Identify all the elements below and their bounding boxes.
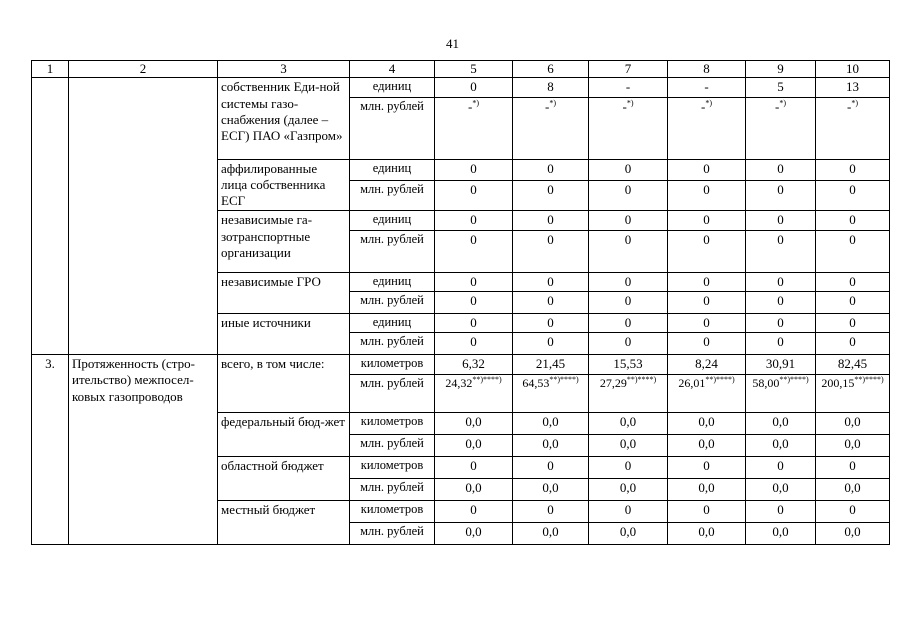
value-text: 0,0	[772, 414, 789, 429]
value-text: 0	[703, 502, 710, 517]
value-text: 0	[849, 292, 856, 308]
header-cell: 9	[746, 61, 816, 78]
unit-cell: единиц	[350, 313, 435, 332]
value-cell	[816, 523, 890, 545]
unit-cell: млн. рублей	[350, 523, 435, 545]
value-text: 0	[470, 231, 477, 247]
value-cell	[816, 355, 890, 375]
value-text: -	[846, 98, 852, 114]
value-text: 0	[624, 458, 632, 473]
value-cell	[435, 291, 513, 313]
unit-cell: единиц	[350, 272, 435, 291]
value-cell	[746, 413, 816, 435]
value-text: 58,00	[752, 376, 780, 390]
value-text: 0	[777, 502, 784, 517]
value-text: 0	[703, 314, 710, 330]
value-text: 64,53	[522, 376, 550, 390]
value-cell	[816, 435, 890, 457]
value-text: 5	[777, 79, 784, 95]
value-text: 0	[470, 292, 477, 308]
source-label: независимые га-зотранспортные организации	[218, 211, 350, 272]
value-cell	[589, 211, 668, 230]
value-cell	[668, 230, 746, 272]
value-text: 200,15	[821, 376, 855, 390]
footnote-marker: **)****)	[549, 375, 579, 384]
value-cell	[668, 435, 746, 457]
value-cell	[513, 457, 589, 479]
value-text: 0	[849, 181, 856, 197]
value-cell	[589, 355, 668, 375]
value-cell	[513, 313, 589, 332]
header-row	[32, 61, 890, 78]
value-text: 0	[470, 160, 477, 176]
value-cell	[435, 501, 513, 523]
value-text: 0,0	[542, 436, 559, 451]
value-text: 0	[470, 458, 477, 473]
source-label: независимые ГРО	[218, 272, 350, 313]
value-text: 0	[777, 458, 784, 473]
value-cell	[435, 272, 513, 291]
value-text: 0	[547, 314, 554, 330]
group-label: всего, в том числе:	[218, 355, 350, 413]
value-cell	[513, 523, 589, 545]
footnote-marker: *)	[851, 98, 858, 108]
value-cell	[668, 180, 746, 211]
value-text: 0	[624, 273, 632, 289]
value-text: 0,0	[542, 414, 559, 429]
value-text: 0	[703, 212, 710, 228]
value-cell	[816, 291, 890, 313]
footnote-marker: **)****)	[705, 375, 735, 384]
value-text: 0,0	[844, 414, 861, 429]
value-cell	[668, 375, 746, 413]
footnote-marker: *)	[472, 98, 479, 108]
value-text: 0,0	[465, 524, 482, 539]
value-text: 0	[470, 181, 477, 197]
value-cell	[746, 355, 816, 375]
data-table	[31, 60, 890, 545]
value-text: 0	[849, 334, 856, 349]
value-cell	[816, 211, 890, 230]
footnote-marker: *)	[705, 98, 712, 108]
value-text: 0	[777, 212, 784, 228]
value-cell	[589, 272, 668, 291]
value-cell	[746, 211, 816, 230]
value-text: 0,0	[465, 480, 482, 495]
footnote-marker: *)	[549, 98, 556, 108]
value-cell	[816, 272, 890, 291]
value-text: 0	[777, 273, 784, 289]
value-text: 21,45	[535, 356, 566, 371]
value-text: 0	[624, 181, 632, 197]
value-text: 0	[777, 160, 784, 176]
unit-cell: единиц	[350, 159, 435, 180]
value-text: 0	[849, 212, 856, 228]
value-text: 0	[624, 502, 632, 517]
value-text: 0,0	[844, 480, 861, 495]
unit-cell: млн. рублей	[350, 291, 435, 313]
value-text: 8	[547, 79, 554, 95]
value-text: 0	[547, 458, 554, 473]
value-cell	[435, 230, 513, 272]
value-cell	[435, 375, 513, 413]
value-cell	[513, 435, 589, 457]
footnote-marker: **)****)	[626, 375, 657, 384]
unit-cell: единиц	[350, 78, 435, 97]
value-cell	[513, 501, 589, 523]
value-text: 0	[624, 212, 632, 228]
value-cell	[589, 97, 668, 159]
value-text: 0	[849, 502, 856, 517]
value-text: 0,0	[698, 524, 715, 539]
section-title: Протяженность (стро-ительство) межпосел-ковых газопроводов	[69, 355, 218, 545]
value-text: 0	[547, 212, 554, 228]
value-text: 8,24	[695, 356, 718, 371]
value-cell	[589, 180, 668, 211]
value-cell	[589, 435, 668, 457]
unit-cell: млн. рублей	[350, 479, 435, 501]
value-cell	[816, 159, 890, 180]
value-text: -	[704, 79, 709, 95]
value-text: 0	[624, 292, 632, 308]
unit-cell: единиц	[350, 211, 435, 230]
footnote-marker: *)	[626, 98, 634, 108]
value-cell	[668, 97, 746, 159]
value-text: 0	[547, 160, 554, 176]
header-cell: 5	[435, 61, 513, 78]
value-cell	[746, 180, 816, 211]
value-cell	[746, 333, 816, 355]
value-text: 0,0	[619, 436, 637, 451]
value-text: 0	[703, 292, 710, 308]
group-label: областной бюджет	[218, 457, 350, 501]
value-text: 0	[703, 231, 710, 247]
value-text: 0,0	[619, 414, 637, 429]
value-text: 0	[624, 231, 632, 247]
value-text: 0	[547, 292, 554, 308]
value-cell	[513, 97, 589, 159]
footnote-marker: **)****)	[779, 375, 809, 384]
header-cell: 3	[218, 61, 350, 78]
value-text: 0	[470, 314, 477, 330]
value-text: 0,0	[844, 436, 861, 451]
value-cell	[513, 272, 589, 291]
value-cell	[668, 159, 746, 180]
value-cell	[746, 230, 816, 272]
table-row	[32, 78, 890, 97]
value-cell	[746, 523, 816, 545]
header-cell: 7	[589, 61, 668, 78]
value-cell	[668, 211, 746, 230]
value-text: 0	[470, 212, 477, 228]
value-cell	[589, 413, 668, 435]
value-text: 0	[703, 160, 710, 176]
value-cell	[435, 355, 513, 375]
value-text: 0	[703, 334, 710, 349]
footnote-marker: **)****)	[472, 375, 502, 384]
value-text: 0	[777, 231, 784, 247]
value-text: 24,32	[445, 376, 473, 390]
unit-cell: километров	[350, 355, 435, 375]
value-cell	[589, 291, 668, 313]
value-text: 0,0	[698, 436, 715, 451]
value-cell	[435, 159, 513, 180]
unit-cell: километров	[350, 501, 435, 523]
value-text: 0	[849, 314, 856, 330]
value-cell	[746, 291, 816, 313]
value-text: -	[625, 79, 631, 95]
value-text: -	[774, 98, 780, 114]
value-text: 0	[849, 458, 856, 473]
value-cell	[816, 375, 890, 413]
value-cell	[513, 479, 589, 501]
value-text: 0	[624, 314, 632, 330]
value-cell	[746, 375, 816, 413]
header-cell: 2	[69, 61, 218, 78]
value-cell	[589, 479, 668, 501]
value-text: 15,53	[613, 356, 643, 371]
value-cell	[668, 333, 746, 355]
value-cell	[668, 479, 746, 501]
value-cell	[589, 313, 668, 332]
value-text: 0,0	[465, 436, 482, 451]
value-text: 0	[470, 273, 477, 289]
value-cell	[816, 413, 890, 435]
value-text: 0	[547, 334, 554, 349]
value-cell	[746, 457, 816, 479]
value-text: -	[622, 98, 627, 114]
value-text: 6,32	[462, 356, 485, 371]
header-cell: 8	[668, 61, 746, 78]
value-text: 0	[547, 181, 554, 197]
group-label: местный бюджет	[218, 501, 350, 545]
value-cell	[435, 457, 513, 479]
value-text: 0	[547, 273, 554, 289]
value-cell	[668, 501, 746, 523]
unit-cell: километров	[350, 457, 435, 479]
value-text: 0,0	[844, 524, 861, 539]
value-cell	[816, 97, 890, 159]
value-text: 0,0	[772, 524, 789, 539]
value-text: -	[467, 98, 473, 114]
value-text: 0	[777, 181, 784, 197]
value-cell	[746, 501, 816, 523]
group-label: федеральный бюд-жет	[218, 413, 350, 457]
value-cell	[435, 479, 513, 501]
header-cell: 1	[32, 61, 69, 78]
unit-cell: млн. рублей	[350, 97, 435, 159]
value-cell	[513, 375, 589, 413]
value-text: 0	[849, 231, 856, 247]
empty-title-cell	[69, 78, 218, 355]
unit-cell: млн. рублей	[350, 333, 435, 355]
value-text: 82,45	[837, 356, 868, 371]
value-text: 0	[547, 502, 554, 517]
value-cell	[513, 230, 589, 272]
value-cell	[513, 211, 589, 230]
value-cell	[746, 435, 816, 457]
value-cell	[435, 413, 513, 435]
value-text: 0,0	[772, 480, 789, 495]
value-cell	[513, 159, 589, 180]
value-text: 30,91	[765, 356, 796, 371]
value-cell	[668, 272, 746, 291]
value-text: 0	[777, 292, 784, 308]
value-text: 0	[470, 79, 477, 95]
section-index: 3.	[32, 355, 69, 545]
value-text: 0	[624, 334, 632, 349]
value-cell	[435, 211, 513, 230]
page-number: 41	[446, 36, 459, 51]
value-cell	[746, 159, 816, 180]
value-cell	[668, 355, 746, 375]
source-label: собственник Еди-ной системы газо-снабжения (далее – ЕСГ) ПАО «Газпром»	[218, 78, 350, 159]
value-text: 0	[624, 160, 632, 176]
value-cell	[589, 375, 668, 413]
value-cell	[816, 479, 890, 501]
header-cell: 10	[816, 61, 890, 78]
value-cell	[816, 457, 890, 479]
value-text: 0	[777, 314, 784, 330]
value-cell	[589, 78, 668, 97]
value-cell	[816, 333, 890, 355]
value-text: 27,29	[599, 376, 627, 390]
value-cell	[435, 523, 513, 545]
value-cell	[746, 479, 816, 501]
value-cell	[435, 78, 513, 97]
value-cell	[513, 180, 589, 211]
value-text: 0	[849, 273, 856, 289]
value-cell	[589, 230, 668, 272]
value-text: 0	[849, 160, 856, 176]
source-label: аффилированные лица собственника ЕСГ	[218, 159, 350, 211]
value-cell	[435, 435, 513, 457]
value-cell	[589, 333, 668, 355]
value-text: 0	[703, 273, 710, 289]
value-cell	[668, 78, 746, 97]
value-text: -	[700, 98, 706, 114]
value-cell	[816, 230, 890, 272]
value-cell	[589, 457, 668, 479]
header-cell: 6	[513, 61, 589, 78]
value-cell	[746, 313, 816, 332]
table-row	[32, 355, 890, 375]
value-cell	[513, 413, 589, 435]
unit-cell: млн. рублей	[350, 230, 435, 272]
unit-cell: километров	[350, 413, 435, 435]
value-cell	[589, 523, 668, 545]
value-cell	[513, 333, 589, 355]
value-text: 0,0	[542, 524, 559, 539]
value-text: 0,0	[772, 436, 789, 451]
value-cell	[816, 501, 890, 523]
value-cell	[816, 180, 890, 211]
value-text: 0,0	[698, 414, 715, 429]
value-cell	[435, 180, 513, 211]
value-cell	[668, 457, 746, 479]
value-text: 0,0	[619, 524, 637, 539]
value-text: 26,01	[678, 376, 706, 390]
header-cell: 4	[350, 61, 435, 78]
source-label: иные источники	[218, 313, 350, 354]
value-cell	[668, 291, 746, 313]
value-cell	[589, 159, 668, 180]
value-cell	[746, 97, 816, 159]
value-cell	[513, 355, 589, 375]
value-cell	[435, 333, 513, 355]
value-cell	[668, 313, 746, 332]
value-text: 0,0	[619, 480, 637, 495]
empty-index-cell	[32, 78, 69, 355]
value-text: 0	[470, 334, 477, 349]
value-cell	[668, 523, 746, 545]
unit-cell: млн. рублей	[350, 435, 435, 457]
value-text: 0	[703, 181, 710, 197]
unit-cell: млн. рублей	[350, 180, 435, 211]
value-cell	[746, 78, 816, 97]
value-text: 0,0	[542, 480, 559, 495]
value-text: 0	[470, 502, 477, 517]
value-cell	[513, 291, 589, 313]
value-cell	[435, 313, 513, 332]
footnote-marker: *)	[779, 98, 786, 108]
footnote-marker: **)****)	[854, 375, 884, 384]
value-cell	[816, 78, 890, 97]
value-text: -	[544, 98, 550, 114]
value-text: 0	[703, 458, 710, 473]
value-cell	[589, 501, 668, 523]
value-cell	[816, 313, 890, 332]
value-cell	[513, 78, 589, 97]
value-cell	[435, 97, 513, 159]
value-text: 0,0	[698, 480, 715, 495]
value-cell	[746, 272, 816, 291]
value-text: 0	[777, 334, 784, 349]
value-cell	[668, 413, 746, 435]
unit-cell: млн. рублей	[350, 375, 435, 413]
value-text: 13	[846, 79, 859, 95]
value-text: 0,0	[465, 414, 482, 429]
value-text: 0	[547, 231, 554, 247]
